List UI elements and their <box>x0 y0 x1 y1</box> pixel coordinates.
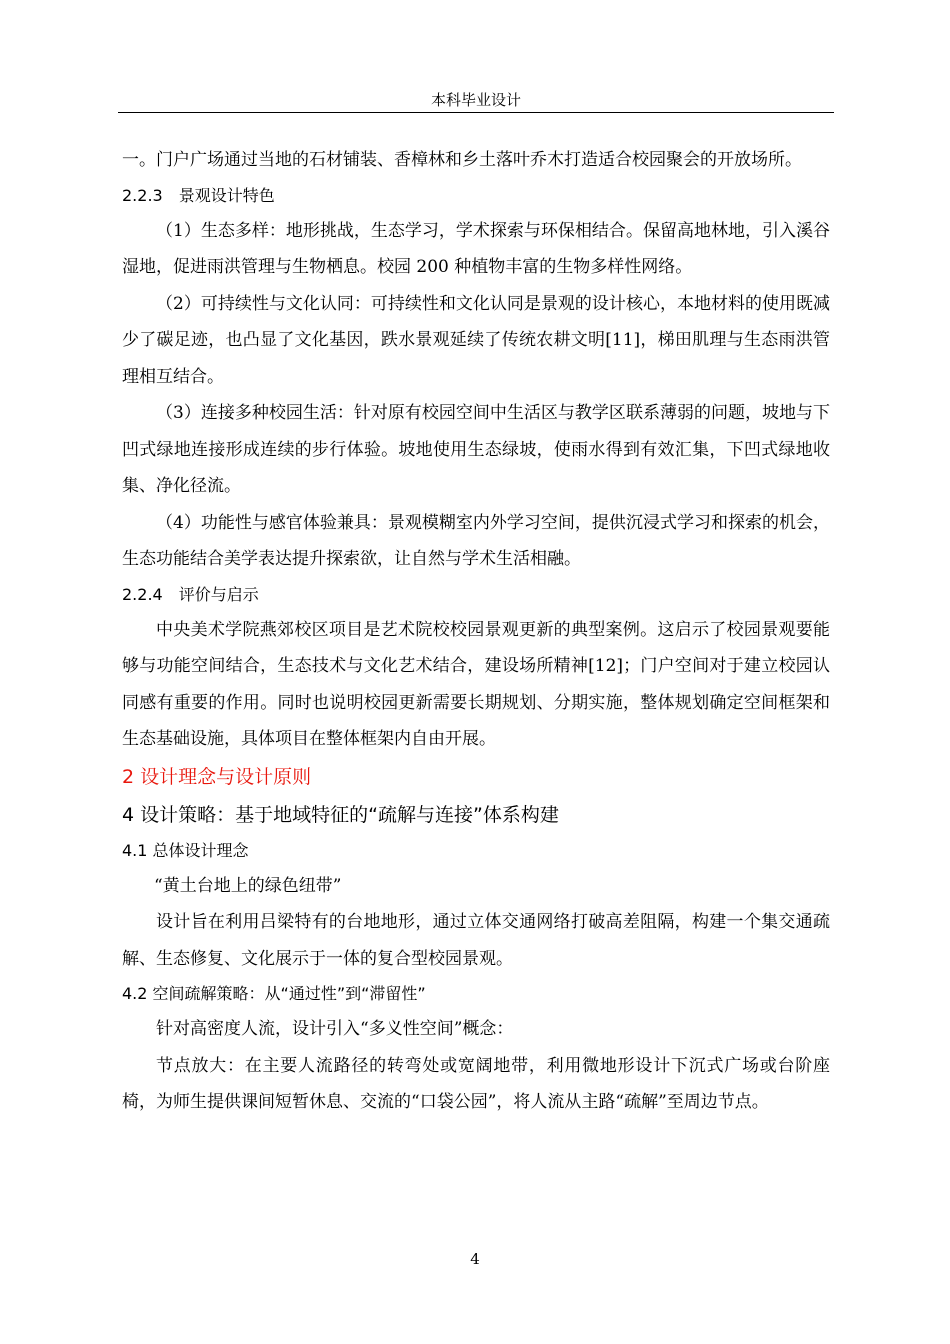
section-heading: 2.2.4 评价与启示 <box>122 584 259 604</box>
paragraph: 一。门户广场通过当地的石材铺装、香樟林和乡土落叶乔木打造适合校园聚会的开放场所。 <box>122 150 802 170</box>
header-divider <box>118 112 834 113</box>
page-number: 4 <box>470 1250 480 1268</box>
paragraph: （2）可持续性与文化认同：可持续性和文化认同是景观的设计核心，本地材料的使用既减少了碳足迹，也凸显了文化基因，跌水景观延续了传统农耕文明[11]，梯田肌理与生态雨洪管理相互结合。 <box>122 293 830 387</box>
paragraph: 针对高密度人流，设计引入“多义性空间”概念： <box>156 1019 514 1039</box>
page-header: 本科毕业设计 <box>430 91 521 109</box>
paragraph: （1）生态多样：地形挑战，生态学习，学术探索与环保相结合。保留高地林地，引入溪谷湿地，促进雨洪管理与生物栖息。校园 200 种植物丰富的生物多样性网络。 <box>122 220 830 277</box>
chapter-heading: 2 设计理念与设计原则 <box>122 765 312 788</box>
section-heading: 2.2.3 景观设计特色 <box>122 185 275 205</box>
section-heading: 4.2 空间疏解策略：从“通过性”到“滞留性” <box>122 984 426 1003</box>
chapter-heading: 4 设计策略：基于地域特征的“疏解与连接”体系构建 <box>122 803 559 826</box>
section-heading: 4.1 总体设计理念 <box>122 840 249 860</box>
paragraph: “黄土台地上的绿色纽带” <box>154 875 342 896</box>
paragraph: 节点放大：在主要人流路径的转弯处或宽阔地带，利用微地形设计下沉式广场或台阶座椅，为师生提供课间短暂休息、交流的“口袋公园”，将人流从主路“疏解”至周边节点。 <box>122 1055 830 1112</box>
paragraph: （3）连接多种校园生活：针对原有校园空间中生活区与教学区联系薄弱的问题，坡地与下凹式绿地连接形成连续的步行体验。坡地使用生态绿坡，使雨水得到有效汇集，下凹式绿地收集、净化径流。 <box>122 403 830 496</box>
paragraph: 设计旨在利用吕梁特有的台地地形，通过立体交通网络打破高差阻隔，构建一个集交通疏解、生态修复、文化展示于一体的复合型校园景观。 <box>122 912 830 969</box>
paragraph: 中央美术学院燕郊校区项目是艺术院校校园景观更新的典型案例。这启示了校园景观要能够与功能空间结合，生态技术与文化艺术结合，建设场所精神[12]；门户空间对于建立校园认同感有重要的作用。同时也说明校园更新需要长期规划、分期实施，整体规划确定空间框架和生态基础设施，具体项目在整体框架内自由开展。 <box>122 619 830 749</box>
document-body <box>122 142 830 1121</box>
paragraph: （4）功能性与感官体验兼具：景观模糊室内外学习空间，提供沉浸式学习和探索的机会，生态功能结合美学表达提升探索欲，让自然与学术生活相融。 <box>122 512 830 569</box>
